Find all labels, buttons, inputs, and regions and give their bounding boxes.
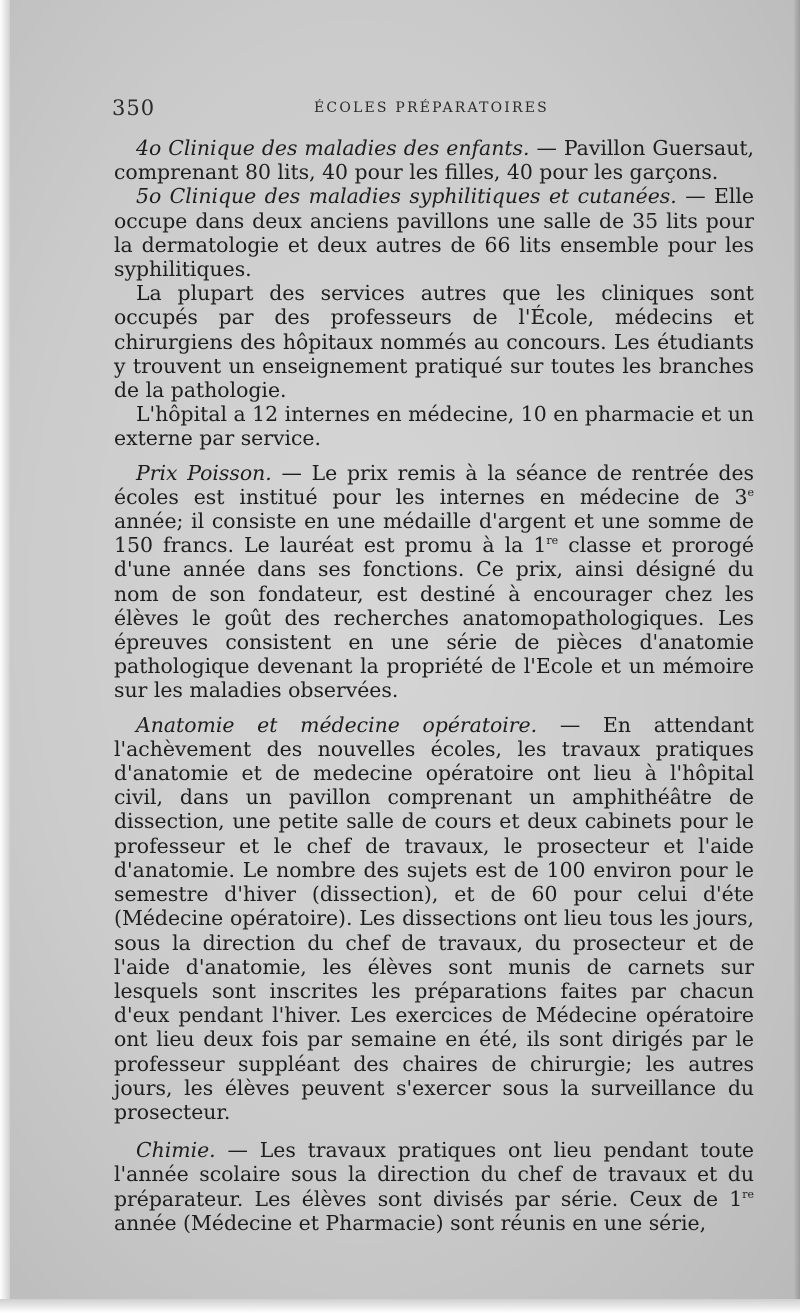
paragraph-heading: 4o Clinique des maladies des enfants. <box>136 136 530 160</box>
paragraph-prix-poisson <box>114 461 754 703</box>
paragraph-text: — En attendant l'achèvement des nouvelles écoles, les travaux pratiques d'anatomie et de medecine opératoire ont lieu à l'hôpital civil, dans un pavillon comprenant un amphithéâtre de dissection, une petite salle de cours et deux cabinets pour le professeur et le chef de travaux, le prosecteur et l'aide d'anatomie. Le nombre des sujets est de 100 environ pour le semestre d'hiver (dissection), et de 60 pour celui d'éte (Médecine opératoire). Les dissections ont lieu tous les jours, sous la direction du chef de travaux, du prosecteur et de l'aide d'anatomie, les élèves sont munis de carnets sur lesquels sont inscrites les préparations faites par chacun d'eux pendant l'hiver. Les exercices de Médecine opératoire ont lieu deux fois par semaine en été, ils sont dirigés par le professeur suppléant des chaires de chirurgie; les autres jours, les élèves peuvent s'exercer sous la surveillance du prosecteur. <box>114 712 754 1124</box>
paragraph-clinique-enfants <box>114 136 754 184</box>
paragraph-text: — Le prix remis à la séance de rentrée des écoles est institué pour les internes en médecine de 3 <box>114 460 755 509</box>
running-title: ÉCOLES PRÉPARATOIRES <box>314 100 549 116</box>
running-header <box>112 96 748 120</box>
paragraph-text: année (Médecine et Pharmacie) sont réunis en une série, <box>114 1210 707 1235</box>
text-column <box>114 136 754 1235</box>
page-number: 350 <box>112 96 156 120</box>
paragraph-services <box>114 281 754 402</box>
paragraph-heading: Anatomie et médecine opératoire. <box>136 712 538 737</box>
page-left-margin-shadow <box>0 0 10 1313</box>
paragraph-anatomie <box>114 713 754 1124</box>
paragraph-heading: Prix Poisson. <box>136 460 272 485</box>
page-right-margin-shadow <box>794 0 800 1313</box>
paragraph-heading: 5o Clinique des maladies syphilitiques et cutanées. <box>136 184 677 209</box>
paragraph-text: La plupart des services autres que les cliniques sont occupés par des professeurs de l'École, médecins et chirurgiens des hôpitaux nommés au concours. Les étudiants y trouvent un enseignement pratiqué sur toutes les branches de la pathologie. <box>114 281 754 403</box>
paragraph-text: année; il consiste en une médaille d'argent et une somme de 150 francs. Le lauréat est promu à la 1 <box>114 509 754 558</box>
page-bottom-edge <box>0 1299 800 1313</box>
paragraph-heading: Chimie. <box>136 1138 216 1163</box>
ordinal-superscript: re <box>546 534 559 548</box>
paragraph-text: — Elle occupe dans deux anciens pavillons une salle de 35 lits pour la dermatologie et deux autres de 66 lits ensemble pour les syphilitiques. <box>114 184 755 282</box>
paragraph-text: — Pavillon Guersaut, comprenant 80 lits, 40 pour les filles, 40 pour les garçons. <box>114 136 755 185</box>
paragraph-text: — Les travaux pratiques ont lieu pendant toute l'année scolaire sous la direction du chef de travaux et du préparateur. Les élèves sont divisés par série. Ceux de 1 <box>114 1138 754 1211</box>
ordinal-superscript: re <box>742 1187 754 1201</box>
paragraph-internes <box>114 402 754 450</box>
paragraph-text: L'hôpital a 12 internes en médecine, 10 en pharmacie et un externe par service. <box>114 402 754 451</box>
paragraph-clinique-syphilitiques <box>114 184 754 281</box>
paragraph-chimie <box>114 1138 754 1235</box>
paragraph-text: classe et prorogé d'une année dans ses fonctions. Ce prix, ainsi désigné du nom de son fondateur, est destiné à encourager chez les élèves le goût des recherches anatomopathologiques. Les épreuves consistent en une série de pièces d'anatomie pathologique devenant la propriété de l'Ecole et un mémoire sur les maladies observées. <box>114 533 754 703</box>
ordinal-superscript: e <box>747 485 754 499</box>
